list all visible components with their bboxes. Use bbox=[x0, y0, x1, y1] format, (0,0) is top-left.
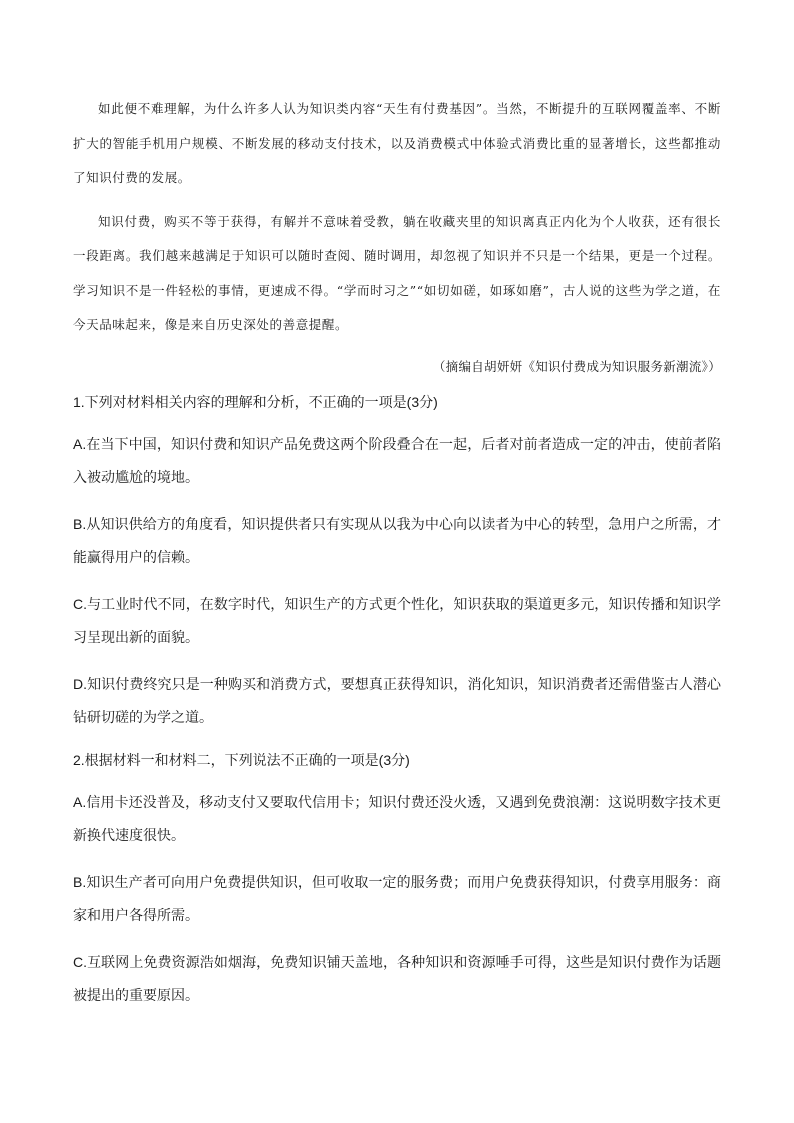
question-2-title: 2.根据材料一和材料二，下列说法不正确的一项是(3分) bbox=[73, 751, 410, 768]
question-1-option-b: B.从知识供给方的角度看，知识提供者只有实现从以我为中心向以读者为中心的转型，急用户之所需，才能赢得用户的信赖。 bbox=[73, 515, 721, 565]
question-1-title: 1.下列对材料相关内容的理解和分析，不正确的一项是(3分) bbox=[73, 393, 438, 410]
question-1-option-c: C.与工业时代不同，在数字时代，知识生产的方式更个性化，知识获取的渠道更多元，知识传播和知识学习呈现出新的面貌。 bbox=[73, 595, 721, 645]
question-1-option-a: A.在当下中国，知识付费和知识产品免费这两个阶段叠合在一起，后者对前者造成一定的冲击，使前者陷入被动尴尬的境地。 bbox=[73, 435, 721, 485]
passage-paragraph-2: 知识付费，购买不等于获得，有解并不意味着受教，躺在收藏夹里的知识离真正内化为个人收获，还有很长一段距离。我们越来越满足于知识可以随时查阅、随时调用，却忽视了知识并不只是一个结果，更是一个过程。学习知识不是一件轻松的事情，更速成不得。“学而时习之”“如切如磋，如琢如磨”，古人说的这些为学之道，在今天品味起来，像是来自历史深处的善意提醒。 bbox=[73, 213, 721, 332]
passage-source: （摘编自胡妍妍《知识付费成为知识服务新潮流》） bbox=[432, 358, 721, 374]
passage-paragraph-1: 如此便不难理解，为什么许多人认为知识类内容“天生有付费基因”。当然，不断提升的互联网覆盖率、不断扩大的智能手机用户规模、不断发展的移动支付技术，以及消费模式中体验式消费比重的显著增长，这些都推动了知识付费的发展。 bbox=[73, 101, 721, 185]
document-page bbox=[73, 92, 721, 1012]
question-2-option-c: C.互联网上免费资源浩如烟海，免费知识铺天盖地，各种知识和资源唾手可得，这些是知识付费作为话题被提出的重要原因。 bbox=[73, 953, 721, 1003]
question-2-option-b: B.知识生产者可向用户免费提供知识，但可收取一定的服务费；而用户免费获得知识，付费享用服务：商家和用户各得所需。 bbox=[73, 873, 721, 923]
question-1-option-d: D.知识付费终究只是一种购买和消费方式，要想真正获得知识，消化知识，知识消费者还需借鉴古人潜心钻研切磋的为学之道。 bbox=[73, 675, 721, 725]
question-2-option-a: A.信用卡还没普及，移动支付又要取代信用卡；知识付费还没火透，又遇到免费浪潮：这说明数字技术更新换代速度很快。 bbox=[73, 793, 721, 843]
